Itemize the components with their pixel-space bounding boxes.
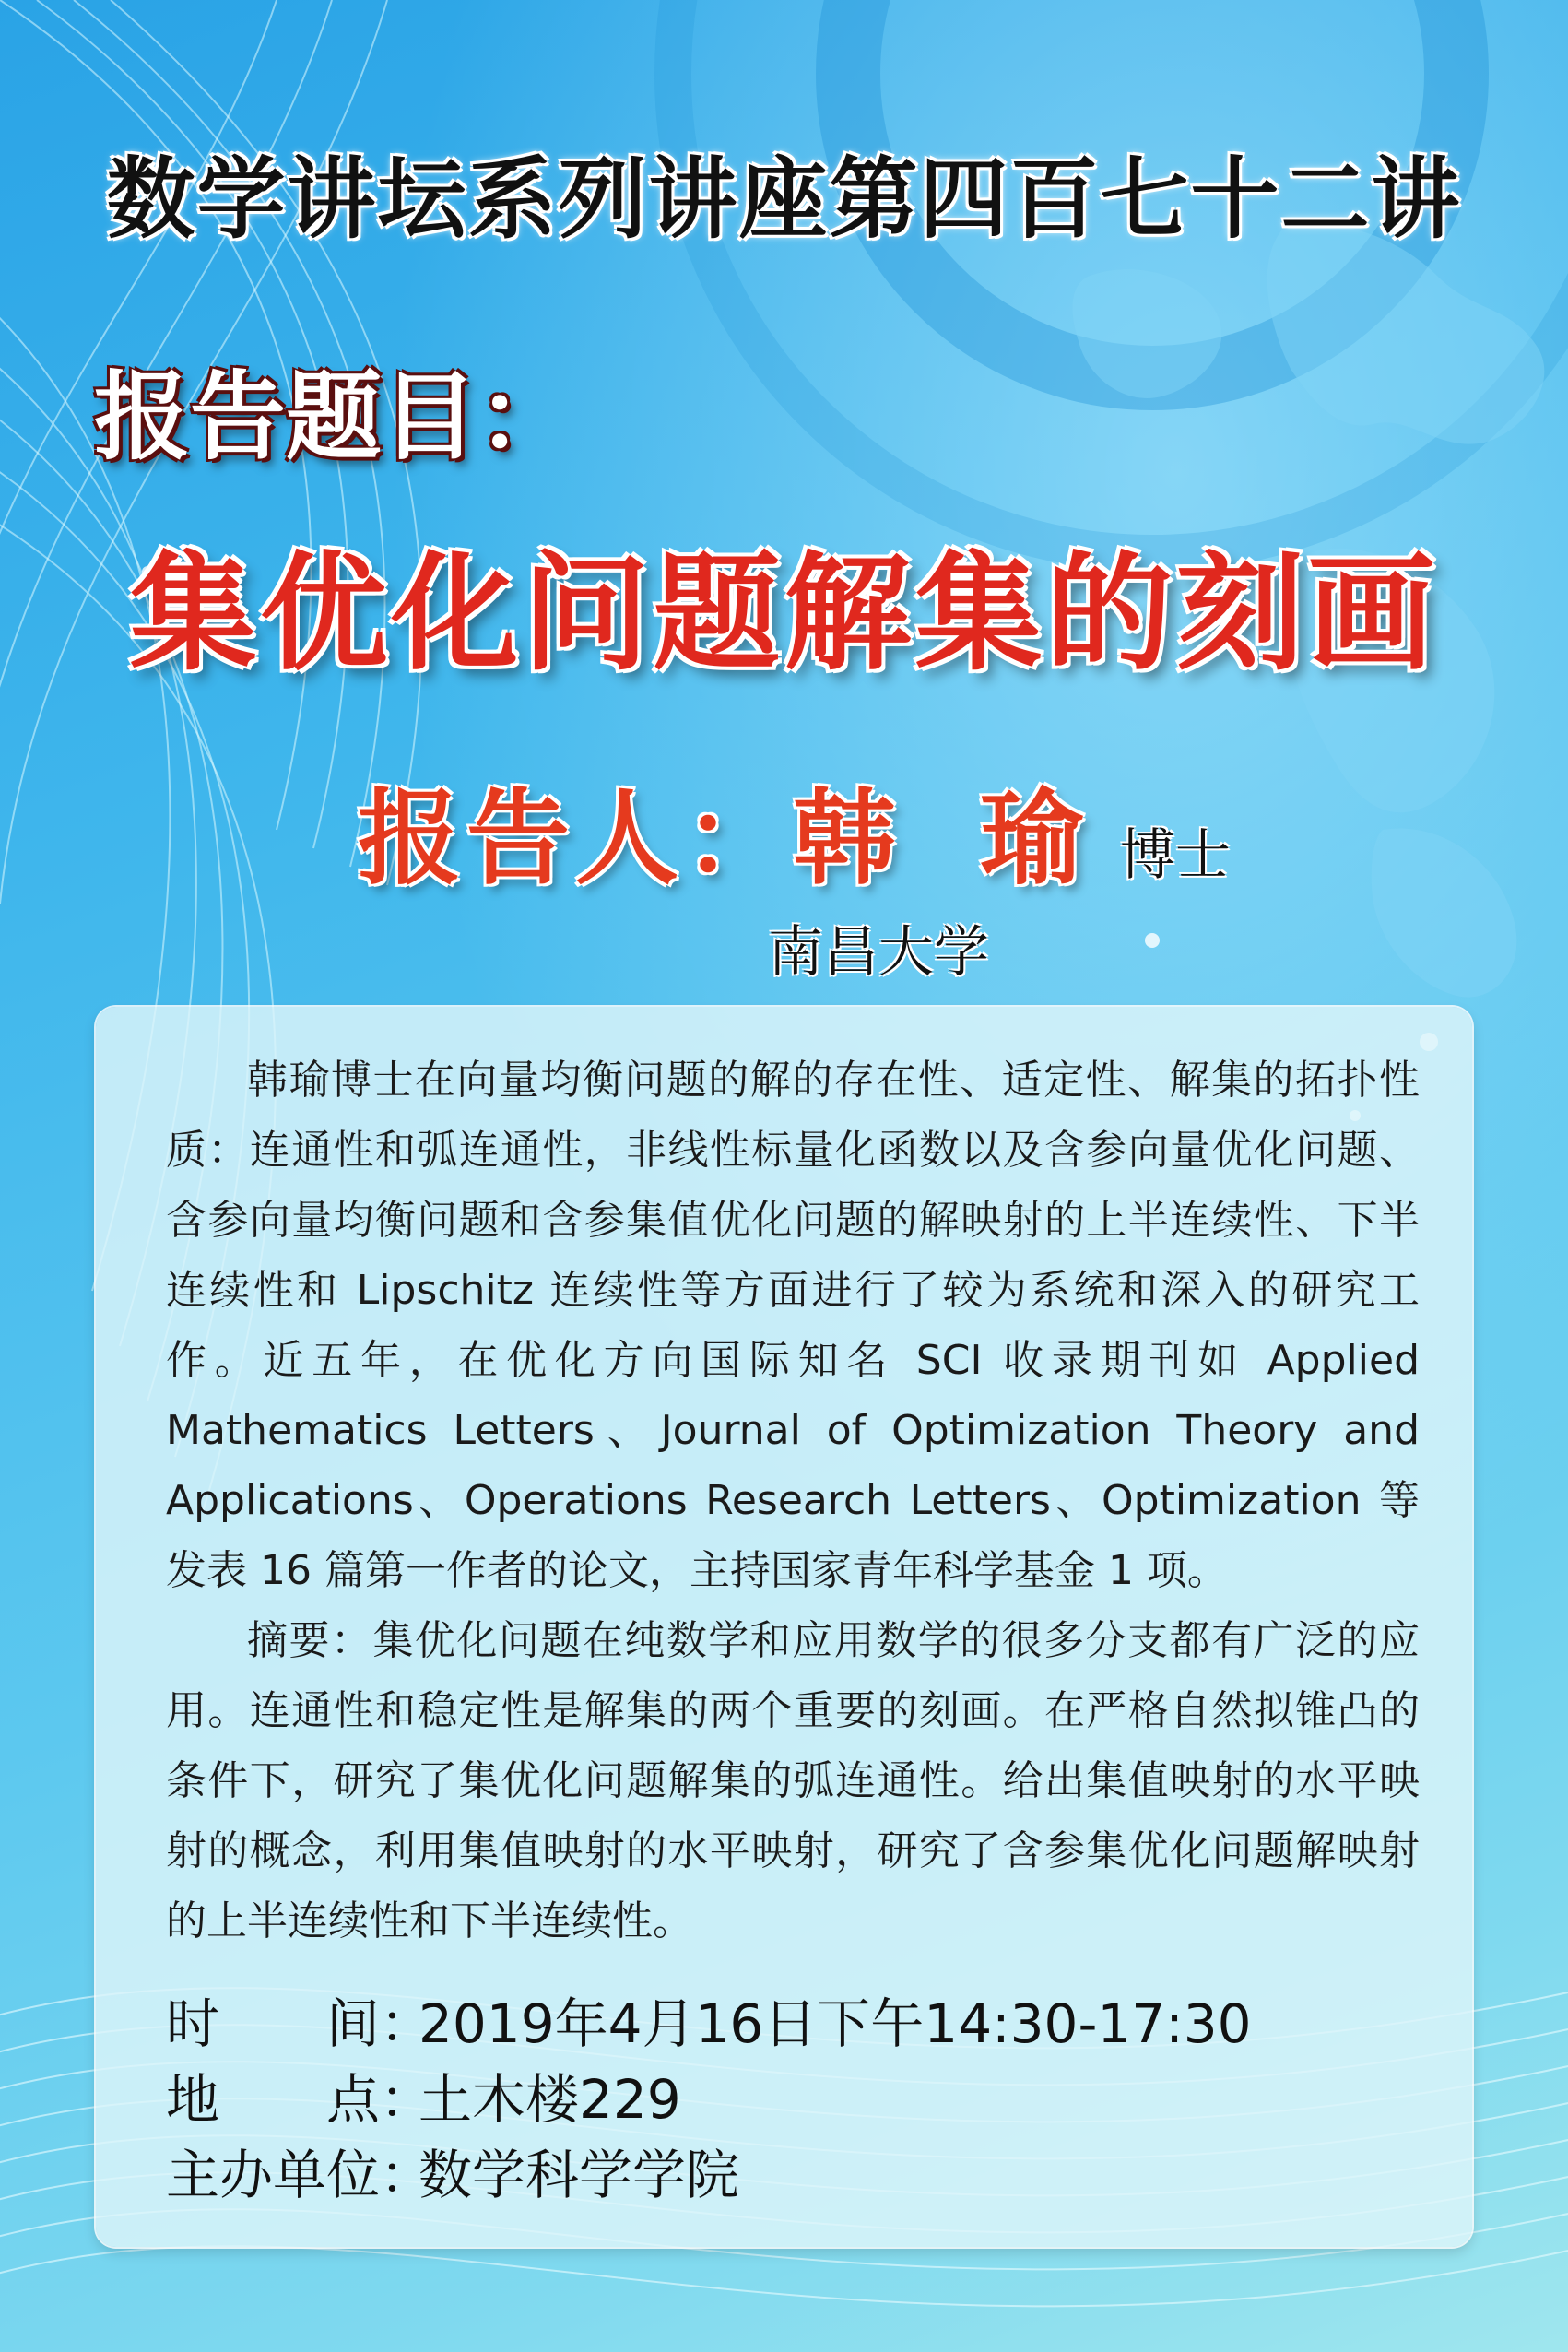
speaker-row	[358, 756, 1231, 904]
topic-label: 报告题目：	[94, 360, 574, 473]
lecture-title: 集优化问题解集的刻画	[129, 539, 1439, 688]
time-row	[166, 1980, 1252, 2058]
info-panel	[96, 1007, 1472, 2247]
place-label: 地 点：	[166, 2068, 434, 2131]
place-row	[166, 2056, 681, 2133]
lecture-abstract: 摘要：集优化问题在纯数学和应用数学的很多分支都有广泛的应用。连通性和稳定性是解集的两个重要的刻画。在严格自然拟锥凸的条件下，研究了集优化问题解集的弧连通性。给出集值映射的水平映射的概念，利用集值映射的水平映射，研究了含参集优化问题解映射的上半连续性和下半连续性。	[166, 1617, 1420, 1944]
speaker-affiliation: 南昌大学	[768, 920, 989, 985]
host-value: 数学科学学院	[419, 2144, 740, 2206]
speaker-name: 韩 瑜	[793, 778, 1089, 899]
host-label: 主办单位：	[166, 2144, 434, 2206]
speaker-bio: 韩瑜博士在向量均衡问题的解的存在性、适定性、解集的拓扑性质：连通性和弧连通性，非线性标量化函数以及含参向量优化问题、含参向量均衡问题和含参集值优化问题的解映射的上半连续性、下半连续性和 Lipschitz 连续性等方面进行了较为系统和深入的研究工作。近五年，在优化方向国际知名 SCI 收录期刊如 Applied Mathematics Letters、Journal of Optimization Theory and Applications、Operations Research Letters、Optimization 等发表 16 篇第一作者的论文，主持国家青年科学基金 1 项。	[166, 1057, 1420, 1594]
time-value: 2019年4月16日下午14:30-17:30	[419, 1992, 1252, 2055]
place-value: 土木楼229	[419, 2068, 681, 2131]
speaker-label: 报告人：	[358, 778, 793, 899]
lecture-series-title: 数学讲坛系列讲座第四百七十二讲	[106, 147, 1462, 251]
speaker-degree: 博士	[1120, 823, 1231, 888]
host-row	[166, 2132, 739, 2209]
time-label: 时 间：	[166, 1992, 434, 2055]
